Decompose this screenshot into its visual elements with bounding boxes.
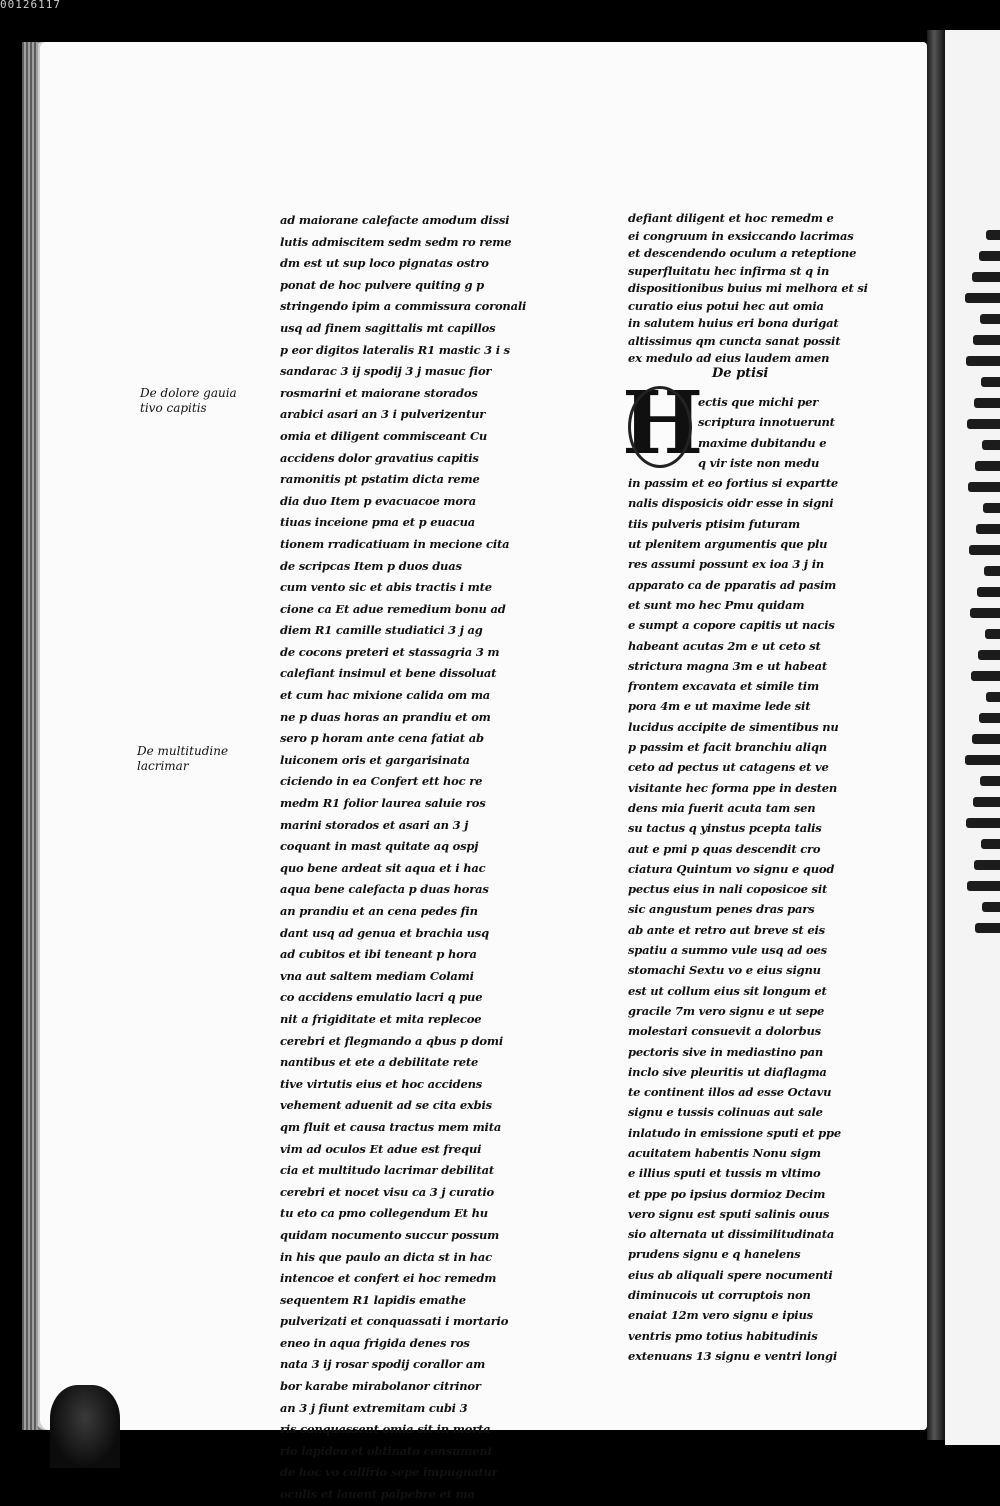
text-line: quidam nocumento succur possum (280, 1227, 500, 1242)
facing-page-text-stroke (975, 923, 1000, 933)
text-line: pectus eius in nali coposicoe sit (628, 882, 828, 897)
text-line: e illius sputi et tussis m vltimo (628, 1166, 821, 1181)
facing-page-text-stroke (986, 692, 1000, 702)
text-line: omia et diligent commisceant Cu (280, 428, 488, 443)
facing-page-text-stroke (982, 440, 1000, 450)
text-line: ceto ad pectus ut catagens et ve (628, 760, 829, 775)
text-line: ciciendo in ea Confert ett hoc re (280, 774, 483, 789)
text-line: cerebri et nocet visu ca 3 j curatio (280, 1184, 495, 1199)
text-line: prudens signu e q hanelens (628, 1247, 801, 1262)
text-line: ut plenitem argumentis que plu (628, 537, 828, 552)
text-line: ciatura Quintum vo signu e quod (628, 861, 835, 876)
text-line: gracile 7m vero signu e ut sepe (628, 1003, 825, 1018)
text-line: oculis et lauent palpebre et ma (280, 1487, 475, 1502)
text-line: accidens dolor gravatius capitis (280, 450, 479, 465)
text-line: stringendo ipim a commissura coronali (280, 299, 527, 314)
text-line: frontem excavata et simile tim (628, 679, 819, 694)
text-line: enaiat 12m vero signu e ipius (628, 1308, 813, 1323)
text-line: aut e pmi p quas descendit cro (628, 841, 821, 856)
facing-page-text-stroke (972, 272, 1000, 282)
text-line: dia duo Item p evacuacoe mora (280, 493, 476, 508)
decorated-initial: H (622, 373, 704, 474)
text-line: de scripcas Item p duos duas (280, 558, 462, 573)
text-line: et ppe po ipsius dormioz Decim (628, 1186, 826, 1201)
text-line: cum vento sic et abis tractis i mte (280, 580, 492, 595)
text-line: ectis que michi per (698, 395, 819, 409)
text-line: ventris pmo totius habitudinis (628, 1328, 818, 1343)
text-line: in passim et eo fortius si expartte (628, 476, 839, 491)
text-line: vim ad oculos Et adue est frequi (280, 1141, 482, 1156)
facing-page-text-stroke (981, 377, 1000, 387)
text-line: sero p horam ante cena fatiat ab (280, 731, 484, 746)
facing-page-text-stroke (972, 734, 1000, 744)
facing-page-text-stroke (969, 545, 1000, 555)
text-line: lutis admiscitem sedm sedm ro reme (280, 234, 512, 249)
text-line: tionem rradicatiuam in mecione cita (280, 536, 510, 551)
text-line: arabici asari an 3 i pulverizentur (280, 407, 486, 422)
left-text-column (280, 210, 530, 1506)
facing-page-text-stroke (977, 587, 1000, 597)
finger-shadow (50, 1385, 120, 1468)
text-line: lucidus accipite de simentibus nu (628, 719, 839, 734)
facing-page-text-stroke (966, 818, 1000, 828)
facing-page-text-stroke (985, 629, 1000, 639)
text-line: signu e tussis colinuas aut sale (628, 1105, 823, 1120)
facing-page-text-stroke (976, 524, 1000, 534)
marginal-note-headache: De dolore gauia tivo capitis (140, 386, 237, 415)
text-line: dant usq ad genua et brachia usq (280, 925, 489, 940)
text-line: calefiant insimul et bene dissoluat (280, 666, 497, 681)
text-line: cerebri et flegmando a qbus p domi (280, 1033, 504, 1048)
text-line: sio alternata ut dissimilitudinata (628, 1227, 835, 1242)
text-line: apparato ca de pparatis ad pasim (628, 577, 837, 592)
text-line: cione ca Et adue remedium bonu ad (280, 601, 506, 616)
text-line: inclo sive pleuritis ut diaflagma (628, 1064, 827, 1079)
text-line: an prandiu et an cena pedes fin (280, 904, 478, 918)
text-line: curatio eius potui hec aut omia (628, 298, 824, 313)
text-line: usq ad finem sagittalis mt capillos (280, 320, 496, 335)
facing-page-text-stroke (967, 881, 1000, 891)
text-line: de hoc vo collirio sepe impugnatur (280, 1465, 498, 1480)
text-line: acuitatem habentis Nonu sigm (628, 1145, 821, 1160)
text-line: res assumi possunt ex ioa 3 j in (628, 557, 825, 572)
text-line: ne p duas horas an prandiu et om (280, 709, 491, 724)
text-line: ponat de hoc pulvere quiting g p (280, 277, 484, 292)
text-line: sequentem R1 lapidis emathe (280, 1292, 466, 1307)
text-line: quo bene ardeat sit aqua et i hac (280, 860, 486, 875)
text-line: marini storados et asari an 3 j (280, 817, 469, 832)
text-line: strictura magna 3m e ut habeat (628, 658, 827, 673)
text-line: spatiu a summo vule usq ad oes (628, 943, 827, 958)
text-line: coquant in mast quitate aq ospj (280, 839, 479, 854)
right-text-column-top (628, 210, 878, 368)
text-line: tiuas inceione pma et p euacua (280, 515, 476, 530)
text-line: stomachi Sextu vo e eius signu (628, 963, 821, 978)
facing-page-text-stroke (975, 461, 1000, 471)
text-line: rosmarini et maiorane storados (280, 385, 478, 400)
text-line: est ut collum eius sit longum et (628, 983, 827, 998)
text-line: dens mia fuerit acuta tam sen (628, 800, 816, 815)
text-line: nalis disposicis oidr esse in signi (628, 496, 834, 511)
text-line: tu eto ca pmo collegendum Et hu (280, 1206, 488, 1221)
facing-page-text-stroke (974, 398, 1000, 408)
facing-page-text-stroke (979, 713, 1000, 723)
facing-page-text-stroke (978, 650, 1000, 660)
facing-page-text-stroke (973, 335, 1000, 345)
text-line: ad cubitos et ibi teneant p hora (280, 947, 477, 962)
text-line: dm est ut sup loco pignatas ostro (280, 256, 489, 271)
text-line: ramonitis pt pstatim dicta reme (280, 472, 480, 487)
text-line: ei congruum in exsiccando lacrimas (628, 228, 854, 243)
facing-page-fragment (945, 30, 1000, 1445)
text-line: nata 3 ij rosar spodij corallor am (280, 1357, 486, 1372)
facing-page-text-stroke (968, 482, 1000, 492)
facing-page-text-stroke (986, 230, 1000, 240)
section-heading: De ptisi (712, 366, 769, 381)
text-line: habeant acutas 2m e ut ceto st (628, 638, 821, 653)
text-line: pulverizati et conquassati i mortario (280, 1314, 509, 1329)
text-line: pectoris sive in mediastino pan (628, 1044, 824, 1059)
text-line: su tactus q yinstus pcepta talis (628, 821, 822, 836)
text-line: nantibus et ete a debilitate rete (280, 1055, 479, 1070)
text-line: sic angustum penes dras pars (628, 902, 815, 917)
facing-page-text-stroke (982, 902, 1000, 912)
text-line: tive virtutis eius et hoc accidens (280, 1076, 483, 1091)
text-line: in his que paulo an dicta st in hac (280, 1249, 492, 1264)
scan-id-label: 00126117 (0, 0, 61, 10)
text-line: vero signu est sputi salinis ouus (628, 1206, 830, 1221)
text-line: ris conquassent omia sit in morta (280, 1422, 491, 1437)
text-line: in salutem huius eri bona durigat (628, 316, 839, 330)
text-line: eneo in aqua frigida denes ros (280, 1335, 470, 1350)
text-line: tiis pulveris ptisim futuram (628, 516, 800, 531)
facing-page-text-stroke (965, 755, 1000, 765)
text-line: defiant diligent et hoc remedm e (628, 211, 834, 225)
text-line: diminucois ut corruptois non (628, 1288, 811, 1303)
text-line: superfluitatu hec infirma st q in (628, 263, 830, 278)
text-line: aqua bene calefacta p duas horas (280, 882, 489, 897)
facing-page-text-stroke (966, 356, 1000, 366)
facing-page-text-stroke (973, 797, 1000, 807)
text-line: altissimus qm cuncta sanat possit (628, 333, 841, 348)
text-line: ab ante et retro aut breve st eis (628, 922, 825, 937)
text-line: de cocons preteri et stassagria 3 m (280, 644, 500, 659)
text-line: vehement aduenit ad se cita exbis (280, 1098, 492, 1113)
text-line: luiconem oris et gargarisinata (280, 752, 470, 767)
text-line: inlatudo in emissione sputi et ppe (628, 1125, 841, 1140)
facing-page-text-stroke (967, 419, 1000, 429)
text-line: ex medulo ad eius laudem amen (628, 351, 830, 365)
text-line: bor karabe mirabolanor citrinor (280, 1379, 481, 1394)
text-line: cia et multitudo lacrimar debilitat (280, 1163, 494, 1178)
text-line: et cum hac mixione calida om ma (280, 688, 491, 703)
text-line: co accidens emulatio lacri q pue (280, 990, 483, 1005)
text-line: dispositionibus buius mi melhora et si (628, 281, 868, 295)
text-line: visitante hec forma ppe in desten (628, 780, 837, 795)
book-gutter (927, 30, 945, 1440)
facing-page-text-stroke (980, 314, 1000, 324)
text-line: q vir iste non medu (698, 455, 820, 470)
text-line: molestari consuevit a dolorbus (628, 1024, 821, 1039)
text-line: an 3 j fiunt extremitam cubi 3 (280, 1400, 468, 1415)
text-line: et descendendo oculum a reteptione (628, 246, 857, 260)
facing-page-text-stroke (971, 671, 1000, 681)
marginal-note-tears: De multitudine lacrimar (137, 744, 229, 773)
text-line: nit a frigiditate et mita replecoe (280, 1011, 482, 1026)
facing-page-text-stroke (974, 860, 1000, 870)
text-line: extenuans 13 signu e ventri longi (628, 1348, 838, 1363)
right-text-column-body (628, 392, 878, 1366)
text-line: qm fluit et causa tractus mem mita (280, 1119, 502, 1134)
text-line: medm R1 folior laurea saluie ros (280, 796, 486, 811)
text-line: maxime dubitandu e (698, 435, 827, 450)
text-line: pora 4m e ut maxime lede sit (628, 699, 811, 714)
text-line: e sumpt a copore capitis ut nacis (628, 618, 835, 633)
text-line: intencoe et confert ei hoc remedm (280, 1271, 497, 1286)
facing-page-text-stroke (979, 251, 1000, 261)
text-line: diem R1 camille studiatici 3 j ag (280, 623, 483, 638)
facing-page-text-stroke (970, 608, 1000, 618)
facing-page-text-stroke (965, 293, 1000, 303)
text-line: sandarac 3 ij spodij 3 j masuc fior (280, 364, 492, 379)
text-line: rio lapideo et obtinato consument (280, 1443, 493, 1458)
page-edge (22, 42, 38, 1430)
text-line: vna aut saltem mediam Colami (280, 968, 474, 983)
text-line: scriptura innotuerunt (698, 415, 835, 430)
text-line: p passim et facit branchiu aliqn (628, 740, 827, 755)
facing-page-text-stroke (983, 503, 1000, 513)
facing-page-text-stroke (980, 776, 1000, 786)
facing-page-text-stroke (984, 566, 1000, 576)
text-line: eius ab aliquali spere nocumenti (628, 1267, 833, 1282)
text-line: et sunt mo hec Pmu quidam (628, 597, 805, 612)
text-line: te continent illos ad esse Octavu (628, 1085, 832, 1100)
text-line: ad maiorane calefacte amodum dissi (280, 213, 510, 227)
text-line: p eor digitos lateralis R1 mastic 3 i s (280, 342, 510, 357)
facing-page-text-stroke (981, 839, 1000, 849)
